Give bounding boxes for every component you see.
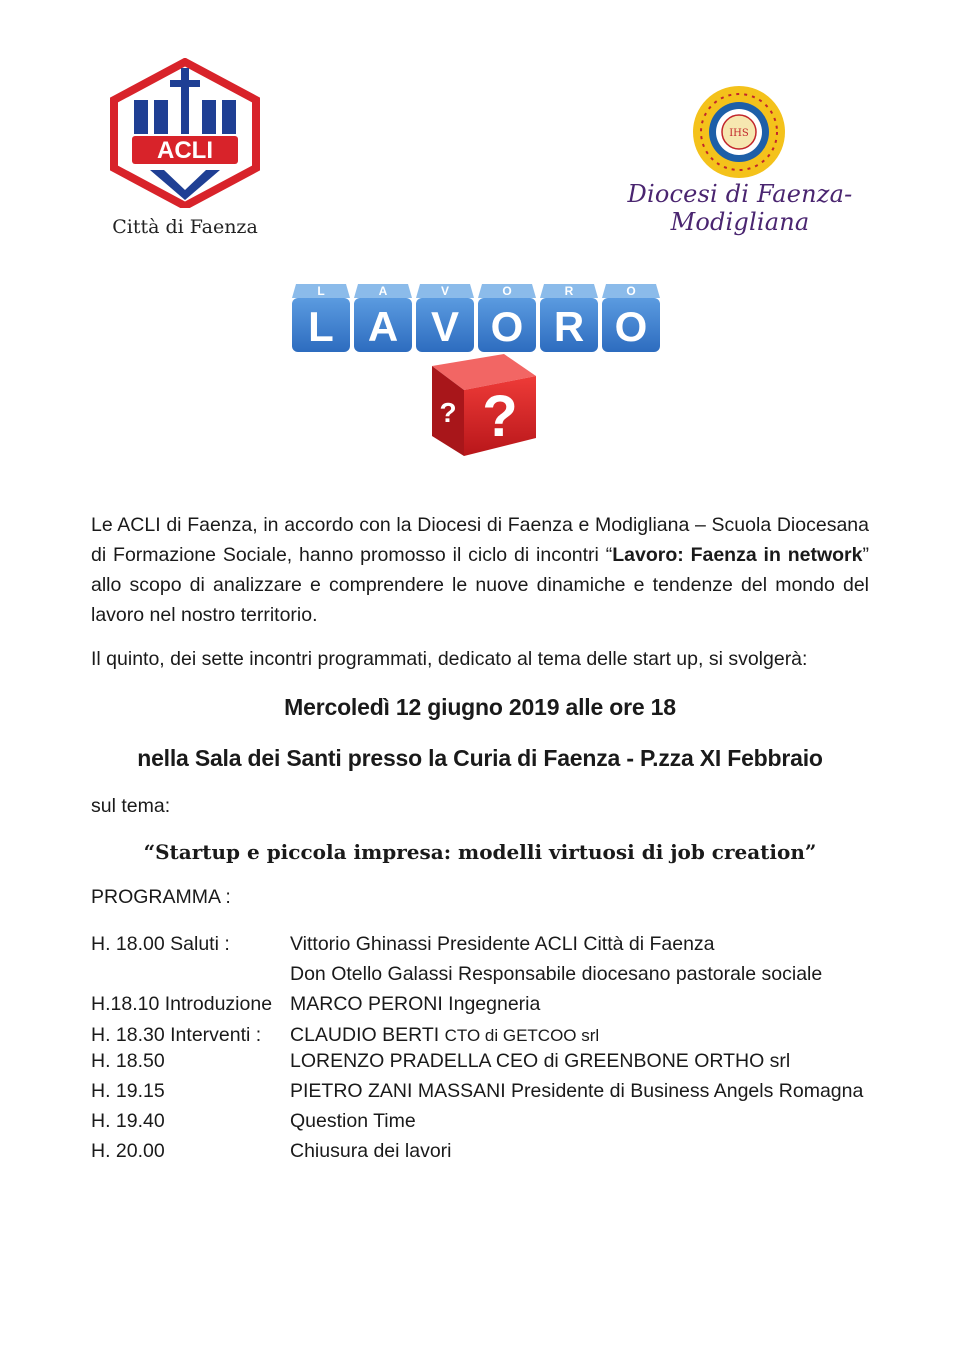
diocesi-seal (686, 84, 792, 180)
programma-speaker (290, 1024, 599, 1047)
intro-text-1: Le ACLI di Faenza, in accordo con la Diocesi di Faenza e Modigliana – Scuola Diocesana di Formazione Sociale, hanno promosso il ciclo di incontri “ (91, 514, 869, 566)
programma-speaker: Chiusura dei lavori (290, 1140, 452, 1162)
die-question-mark-side: ? (439, 397, 457, 428)
programma-speaker: Question Time (290, 1110, 416, 1132)
programma-heading: PROGRAMMA : (91, 886, 231, 908)
diocesi-seal-text: IHS (729, 128, 749, 139)
programma-time: H. 20.00 (91, 1140, 165, 1162)
diocesi-name: Diocesi di Faenza-Modigliana (627, 180, 853, 236)
programma-time: H.18.10 Introduzione (91, 993, 273, 1015)
letter-die-letter: R (553, 303, 585, 350)
sul-tema-label: sul tema: (91, 795, 171, 817)
programma-speaker: LORENZO PRADELLA CEO di GREENBONE ORTHO srl (290, 1050, 791, 1072)
letter-die-top-letter: A (378, 284, 388, 298)
letter-die-letter: V (430, 303, 460, 350)
event-place: nella Sala dei Santi presso la Curia di Faenza - P.zza XI Febbraio (137, 745, 823, 771)
letter-die-letter: O (490, 303, 524, 350)
letter-die-letter: A (367, 303, 399, 350)
letter-die-top-letter: R (564, 284, 574, 298)
intro-series-title: Lavoro: Faenza in network (612, 544, 863, 566)
acli-logo (104, 58, 266, 208)
question-die (432, 354, 536, 456)
letter-die-letter: O (614, 303, 648, 350)
acli-logo-text: ACLI (157, 137, 213, 164)
acli-caption: Città di Faenza (112, 216, 258, 238)
programma-speaker-name: CLAUDIO BERTI (290, 1024, 445, 1046)
programma-speaker: Don Otello Galassi Responsabile diocesano pastorale sociale (290, 963, 823, 985)
intro-text-2: ” allo scopo di analizzare e comprendere le nuove dinamiche e tendenze del mondo del lavoro nel nostro territorio. (91, 544, 869, 626)
letter-die-top-letter: O (502, 284, 512, 298)
letter-die-top-letter: L (317, 284, 325, 298)
programma-time: H. 18.50 (91, 1050, 165, 1072)
programma-time: H. 18.00 Saluti : (91, 933, 230, 955)
programma-time: H. 19.15 (91, 1080, 165, 1102)
quinto-paragraph: Il quinto, dei sette incontri programmati, dedicato al tema delle start up, si svolgerà: (91, 648, 808, 670)
programma-speaker: PIETRO ZANI MASSANI Presidente di Business Angels Romagna (290, 1080, 864, 1102)
intro-paragraph (91, 510, 869, 630)
programma-speaker-role: CTO di GETCOO srl (444, 1026, 600, 1045)
programma-time: H. 18.30 Interventi : (91, 1024, 262, 1046)
programma-speaker: Vittorio Ghinassi Presidente ACLI Città di Faenza (290, 933, 715, 955)
programma-time: H. 19.40 (91, 1110, 165, 1132)
hero-lavoro-dice-image (264, 258, 692, 470)
topic-title: “Startup e piccola impresa: modelli virtuosi di job creation” (143, 840, 817, 864)
event-date: Mercoledì 12 giugno 2019 alle ore 18 (284, 694, 676, 720)
letter-die-letter: L (308, 303, 334, 350)
die-question-mark: ? (482, 384, 518, 449)
programma-speaker: MARCO PERONI Ingegneria (290, 993, 541, 1015)
letter-die-top-letter: O (626, 284, 636, 298)
letter-die-top-letter: V (440, 284, 450, 298)
